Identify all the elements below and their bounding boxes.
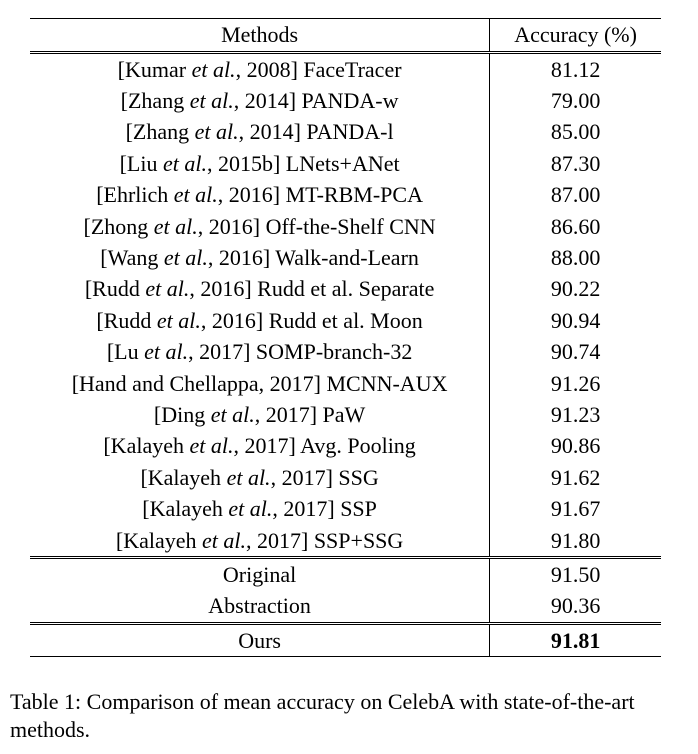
method-cell: [Zhong et al., 2016] Off-the-Shelf CNN [30, 211, 490, 242]
method-cell: Ours [30, 624, 490, 657]
accuracy-cell: 88.00 [550, 245, 601, 271]
table-row [30, 558, 661, 591]
method-cell: [Kalayeh et al., 2017] Avg. Pooling [30, 431, 490, 462]
accuracy-cell: 87.30 [550, 150, 601, 176]
table-header-row [30, 19, 661, 53]
table-row [30, 493, 661, 524]
accuracy-cell: 91.26 [550, 370, 601, 396]
table-row-ours [30, 624, 661, 657]
accuracy-cell: 90.86 [550, 433, 601, 459]
table-row [30, 117, 661, 148]
table-row [30, 180, 661, 211]
method-cell: Abstraction [30, 591, 490, 624]
table-body [30, 53, 661, 657]
method-cell: [Liu et al., 2015b] LNets+ANet [30, 148, 490, 179]
method-cell: [Kalayeh et al., 2017] SSP [30, 493, 490, 524]
method-cell: [Zhang et al., 2014] PANDA-l [30, 117, 490, 148]
accuracy-cell: 87.00 [550, 182, 601, 208]
table-row [30, 368, 661, 399]
header-accuracy: Accuracy (%) [514, 22, 637, 47]
table-row [30, 85, 661, 116]
accuracy-cell: 86.60 [550, 213, 601, 239]
accuracy-cell-best: 91.81 [490, 624, 661, 657]
table-row [30, 591, 661, 624]
method-cell: [Hand and Chellappa, 2017] MCNN-AUX [30, 368, 490, 399]
method-cell: [Kumar et al., 2008] FaceTracer [30, 53, 490, 86]
accuracy-cell: 79.00 [550, 88, 601, 114]
table-row [30, 399, 661, 430]
accuracy-cell: 90.36 [550, 593, 601, 619]
table-row [30, 53, 661, 86]
header-methods: Methods [30, 19, 490, 53]
method-cell: [Ehrlich et al., 2016] MT-RBM-PCA [30, 180, 490, 211]
table-row [30, 148, 661, 179]
results-table [30, 18, 661, 657]
results-table-container [30, 18, 661, 657]
accuracy-cell: 85.00 [550, 119, 601, 145]
table-row [30, 242, 661, 273]
accuracy-cell: 91.80 [550, 527, 601, 553]
accuracy-cell: 81.12 [490, 53, 661, 86]
method-cell: [Rudd et al., 2016] Rudd et al. Separate [30, 274, 490, 305]
table-row [30, 305, 661, 336]
method-cell: Original [30, 558, 490, 591]
table-row [30, 274, 661, 305]
method-cell: [Zhang et al., 2014] PANDA-w [30, 85, 490, 116]
table-row [30, 431, 661, 462]
table-row [30, 211, 661, 242]
method-cell: [Lu et al., 2017] SOMP-branch-32 [30, 337, 490, 368]
method-cell: [Kalayeh et al., 2017] SSG [30, 462, 490, 493]
accuracy-cell: 91.23 [550, 401, 601, 427]
method-cell: [Rudd et al., 2016] Rudd et al. Moon [30, 305, 490, 336]
accuracy-cell: 90.22 [550, 276, 601, 302]
accuracy-cell: 91.62 [550, 464, 601, 490]
method-cell: [Wang et al., 2016] Walk-and-Learn [30, 242, 490, 273]
accuracy-cell: 90.94 [550, 307, 601, 333]
table-row [30, 525, 661, 558]
table-row [30, 337, 661, 368]
accuracy-cell: 90.74 [550, 339, 601, 365]
accuracy-cell: 91.67 [550, 496, 601, 522]
table-row [30, 462, 661, 493]
method-cell: [Ding et al., 2017] PaW [30, 399, 490, 430]
method-cell: [Kalayeh et al., 2017] SSP+SSG [30, 525, 490, 558]
table-caption: Table 1: Comparison of mean accuracy on CelebA with state-of-the-art methods. [10, 689, 635, 742]
accuracy-cell: 91.50 [490, 558, 661, 591]
